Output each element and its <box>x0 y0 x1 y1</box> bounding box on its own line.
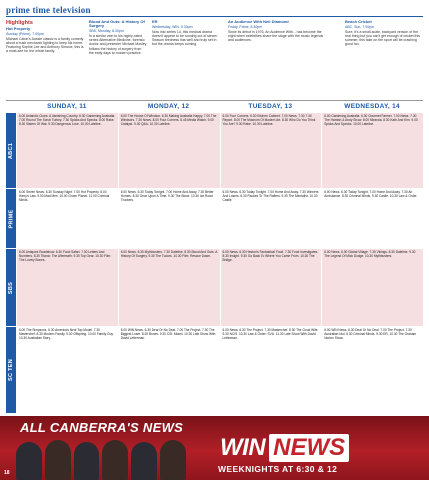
highlight-title: An Audience With Neil Diamond <box>228 20 289 24</box>
schedule-cell: 6.00 Antarctic Clues: A Vanishing Country. 6.30 Gardening Australia. 7.00 Round The Scrub Turkey. 7.30 Spicks And Specks. 8.00 Rake. 8.30 Sisters Of War. 9.30 Dangerous Love. 10.00 Lateline. <box>16 113 118 188</box>
highlight-text: Since its debut in 1976, An Audience With... has become the night when celebrities share the stage with the music legends and audiences. <box>228 30 324 43</box>
channel-row-sc-ten <box>6 326 423 413</box>
highlight-er <box>152 20 222 98</box>
schedule-cell: 6.00 News. 6.30 Heston's Fantastical Food. 7.30 Food Investigates. 8.30 Insight. 9.30 Go Back To Where You Came From. 10.30 The Bridge. <box>220 249 322 326</box>
presenters-photo <box>16 436 186 480</box>
schedule-cell: 6.00 Four Corners. 6.30 Kitchen Cabinet. 7.00 News. 7.30 7.30 Report. 8.00 The Museum Of Modern Art. 8.30 Who Do You Think You Are? 9.30 Rake. 10.30 Lateline. <box>220 113 322 188</box>
highlight-time: ABC, Sun, 7.00pm <box>345 25 374 30</box>
day-sunday: SUNDAY, 11 <box>47 103 87 110</box>
highlight-blood-and-guts <box>89 20 147 98</box>
day-headers <box>6 101 423 112</box>
channel-label: ABC1 <box>6 113 16 188</box>
day-monday: MONDAY, 12 <box>147 103 190 110</box>
highlight-hot-property <box>6 20 86 98</box>
schedule-cell: 6.00 News. 6.30 The Project. 7.30 Masterchef. 8.30 The Good Wife. 9.30 NCIS. 10.30 Law & Order: SVU. 11.30 Late Show With David Letterman. <box>220 327 322 413</box>
highlights-heading: Highlights <box>6 20 33 26</box>
schedule-cell: 6.00 The House Of Windsor. 6.30 Making Australia Happy. 7.00 The Windsors. 7.30 News. 8.00 Four Corners. 8.45 Media Watch. 9.00 Catalyst. 9.30 Q&A. 10.30 Lateline. <box>118 113 220 188</box>
schedule-cell: 6.00 WIN News. 6.30 Deal Or No Deal. 7.00 The Project. 7.30 Australian Idol. 8.30 Criminal Minds. 9.30 ER. 10.30 The Graham Norton Show. <box>321 327 423 413</box>
highlight-title: ER <box>152 20 158 24</box>
schedule-cell: 6.00 News. 6.30 Global Village. 7.30 Vikings. 8.30 Dateline. 9.30 The Legend Of Mick Dodge. 10.30 Mythbusters. <box>321 249 423 326</box>
advert-headline: ALL CANBERRA'S NEWS <box>20 420 184 435</box>
page-number: 18 <box>4 470 10 476</box>
logo-win: WIN <box>220 434 266 461</box>
highlight-text: Now into series 14, this medical drama doesn't appear to be running out of steam. Season tiredness has well and truly set in but the drama keeps coming. <box>152 30 218 47</box>
channel-row-prime <box>6 188 423 248</box>
schedule-cell: 6.00 Seven News. 6.30 Sunday Night. 7.00 Hot Property. 8.00 Harry's Law. 9.00 Mad Men. 10.00 Gruen Planet. 11.00 Criminal Minds. <box>16 189 118 248</box>
advert-tagline: WEEKNIGHTS AT 6:30 & 12 <box>218 464 338 474</box>
day-tuesday: TUESDAY, 13 <box>248 103 293 110</box>
win-news-logo <box>220 434 349 462</box>
day-wednesday: WEDNESDAY, 14 <box>344 103 400 110</box>
highlight-time: Friday, Prime, 8.30pm <box>228 25 263 30</box>
schedule-cell: 6.00 Antiques Roadshow. 6.30 Food Safari. 7.30 Letters And Numbers. 8.30 Titanic: The Aftermath. 9.30 Top Gear. 10.30 Film: The Lovely Bones. <box>16 249 118 326</box>
schedule-cell: 6.00 News. 6.30 Mythbusters. 7.30 Dateline. 8.30 Blood And Guts: A History Of Surgery. 9.30 The Tudors. 10.30 Film: Rescue Dawn. <box>118 249 220 326</box>
highlight-time: SBS, Monday, 8.30pm <box>89 29 124 34</box>
schedule-cell: 6.00 News. 6.30 Today Tonight. 7.00 Home And Away. 7.30 Winners And Losers. 8.30 Packed To The Rafters. 9.30 The Mentalist. 10.30 Castle. <box>220 189 322 248</box>
section-title: prime time television <box>6 5 91 15</box>
schedule-cell: 6.00 WIN News. 6.30 Deal Or No Deal. 7.00 The Project. 7.30 The Biggest Loser. 8.30 Bones. 9.30 CSI: Miami. 10.30 Late Show With David Letterman. <box>118 327 220 413</box>
schedule-cell: 6.00 News. 6.30 Today Tonight. 7.00 Home And Away. 7.30 Air Ambulance. 8.30 Criminal Minds. 9.30 Castle. 10.30 Law & Order. <box>321 189 423 248</box>
highlight-text: Michael Caton's Aussie classic is a family comedy about a bush mechanic fighting to keep his home. Featuring Sophie Lee and Anthony Simcoe, this is a must-see for the whole family. <box>6 37 84 54</box>
highlight-title: Blood And Guts: A History Of Surgery <box>89 20 145 29</box>
channel-label: SBS <box>6 249 16 326</box>
highlight-time: Wednesday, WIN, 9.30pm <box>152 25 193 30</box>
highlight-title: Beach Cricket <box>345 20 372 24</box>
win-news-advert <box>0 416 429 480</box>
schedule-cell: 6.00 News. 6.30 Today Tonight. 7.00 Home And Away. 7.30 Better Homes. 8.30 Once Upon A Time. 9.30 The Block. 10.30 Ice Road Truckers. <box>118 189 220 248</box>
channel-label: PRIME <box>6 189 16 248</box>
schedule-cell: 6.00 Gardening Australia. 6.30 Gourmet Farmer. 7.00 News. 7.30 The Hamish & Andy Show. 8.00 Miranda. 8.30 Kath And Kim. 9.00 Spicks And Specks. 10.00 Lateline. <box>321 113 423 188</box>
highlight-time: Sunday (Prime), 7.00pm <box>6 32 44 37</box>
logo-news: NEWS <box>269 434 349 462</box>
header-rule <box>6 16 423 17</box>
highlight-text: In a similar vein to his highly-rated series Alternative Medicine, forensic doctor and presenter Michael Mosley follows the history of surgery from the early days to modern practice. <box>89 34 147 55</box>
page-header <box>6 4 91 16</box>
channel-row-sbs <box>6 248 423 326</box>
channel-label: SC TEN <box>6 327 16 413</box>
schedule-cell: 6.00 The Simpsons. 6.30 America's Next Top Model. 7.30 Masterchef. 8.30 Modern Family. 9.00 Offspring. 10.00 Family Guy. 10.30 Australian Story. <box>16 327 118 413</box>
highlight-neil-diamond <box>228 20 328 98</box>
channel-row-abc1 <box>6 112 423 188</box>
schedule-grid <box>6 112 423 413</box>
highlight-title: Hot Property <box>6 26 31 31</box>
highlight-beach-cricket <box>345 20 423 98</box>
highlight-text: Sure, it's a small-scale, backyard version of the real thing but you can't get enough of cricket this summer, this take on the sport will be crashing good fun. <box>345 30 420 47</box>
